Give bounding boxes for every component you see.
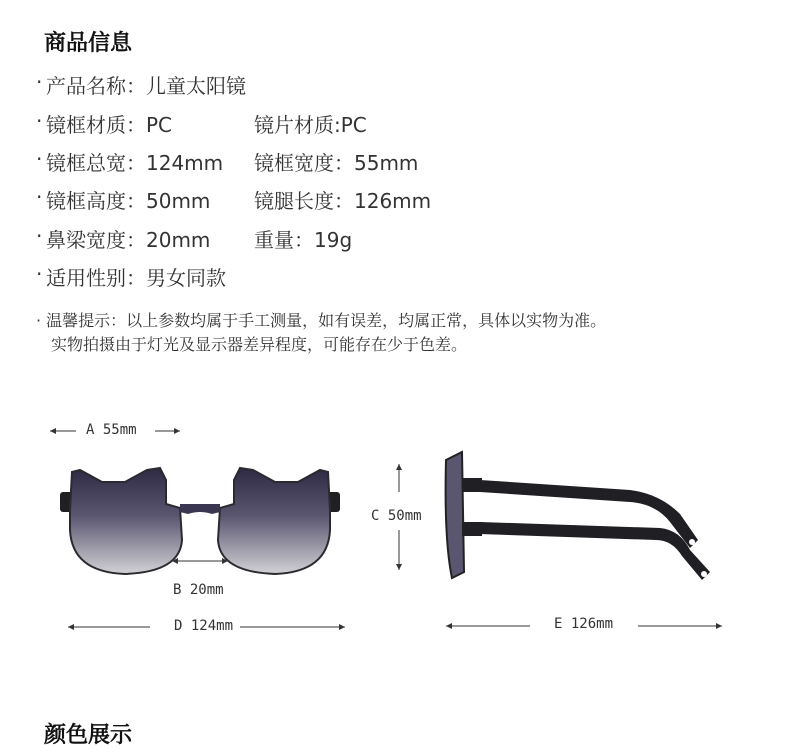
spec-lens-material: 镜片材质:PC — [254, 113, 367, 137]
left-lens — [70, 468, 182, 574]
spec-frame-material: 镜框材质：PC — [46, 113, 173, 137]
glasses-front-view — [0, 400, 400, 650]
dimension-label-d: D 124mm — [174, 618, 234, 634]
section-title-product-info: 商品信息 — [44, 31, 133, 56]
spec-frame-height: 镜框高度：50mm — [46, 189, 211, 213]
spec-temple-length: 镜腿长度：126mm — [254, 189, 432, 213]
spec-row-product-name — [36, 70, 246, 99]
nose-bridge — [180, 504, 220, 514]
dimension-arrow-b — [172, 558, 228, 564]
bullet: · — [36, 262, 43, 286]
note-line-1: 温馨提示：以上参数均属于手工测量，如有误差，均属正常，具体以实物为准。 — [46, 311, 607, 330]
spec-row-height — [36, 185, 432, 214]
note-line-2: 实物拍摄由于灯光及显示器差异程度，可能存在少于色差。 — [51, 335, 468, 354]
section-title-color-display: 颜色展示 — [44, 723, 133, 748]
spec-bridge-width: 鼻梁宽度：20mm — [46, 228, 211, 252]
measurement-note — [36, 309, 606, 357]
dimension-label-b: B 20mm — [173, 582, 224, 598]
spec-weight: 重量：19g — [254, 228, 353, 252]
bullet: · — [36, 70, 43, 94]
dimension-label-c: C 50mm — [371, 508, 422, 524]
spec-total-width: 镜框总宽：124mm — [46, 151, 224, 175]
spec-gender: 适用性别：男女同款 — [46, 266, 226, 290]
spec-row-bridge — [36, 224, 353, 253]
spec-product-name: 产品名称：儿童太阳镜 — [46, 74, 246, 98]
bullet: · — [36, 185, 43, 209]
bullet: · — [36, 311, 47, 330]
spec-frame-width: 镜框宽度：55mm — [254, 151, 419, 175]
side-frame — [446, 452, 482, 578]
side-temples — [480, 480, 710, 580]
right-lens — [218, 468, 330, 574]
spec-row-width — [36, 147, 419, 176]
spec-row-gender — [36, 262, 226, 291]
spec-row-material — [36, 109, 367, 138]
dimension-label-a: A 55mm — [86, 422, 137, 438]
bullet: · — [36, 224, 43, 248]
dimension-label-e: E 126mm — [554, 616, 614, 632]
bullet: · — [36, 109, 43, 133]
bullet: · — [36, 147, 43, 171]
